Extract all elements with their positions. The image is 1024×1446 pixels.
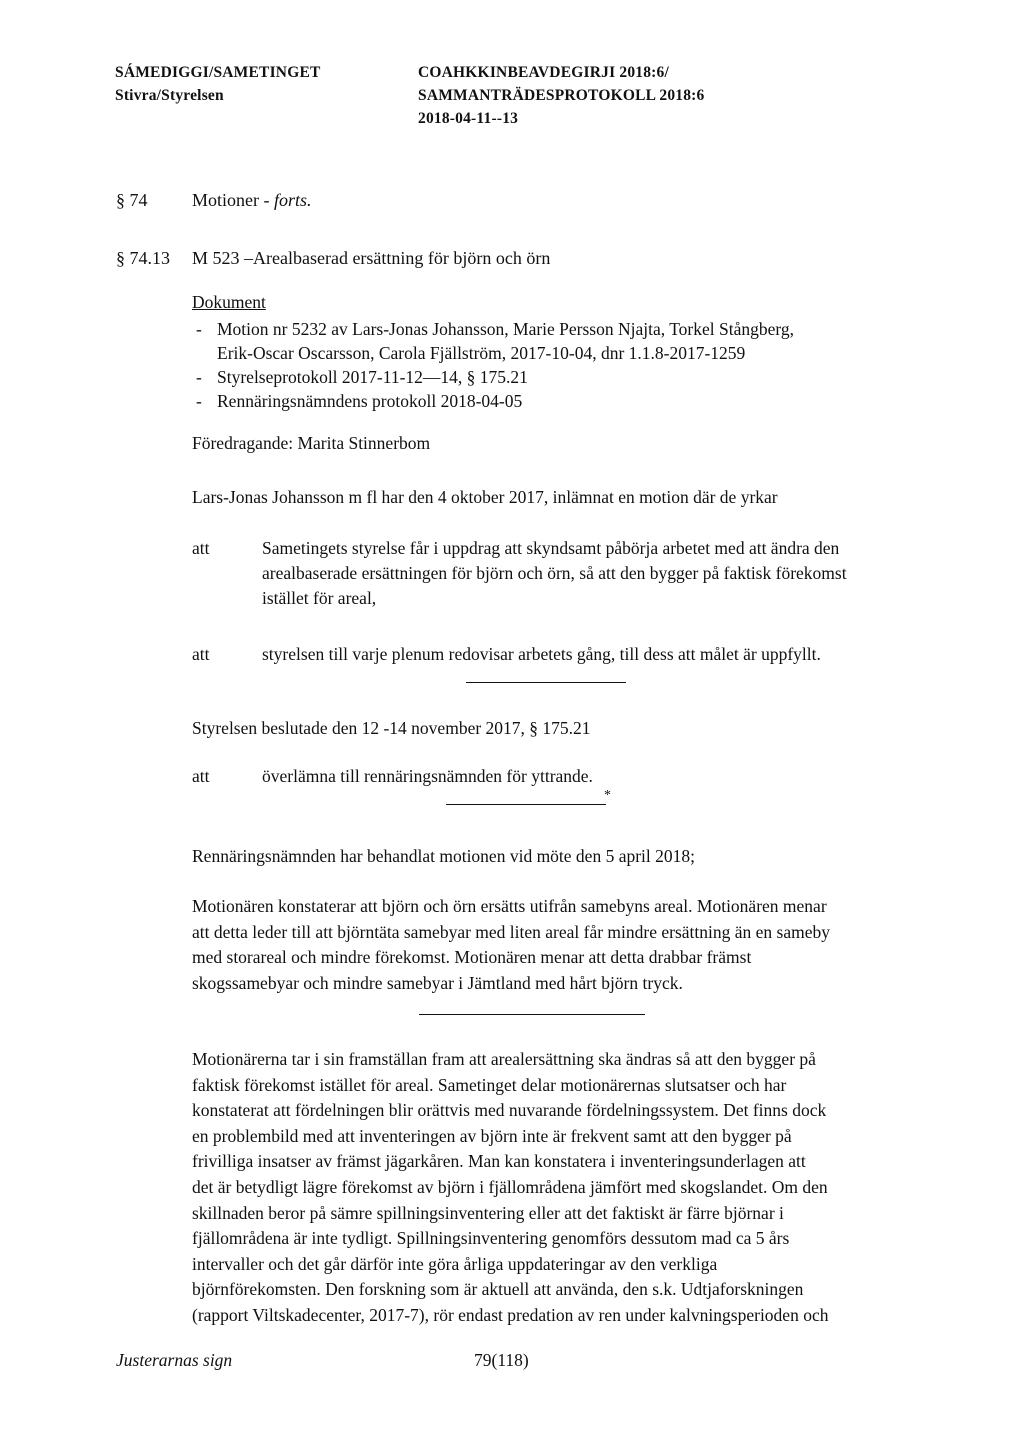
paragraph-line: Motionärerna tar i sin framställan fram att arealersättning ska ändras så att den bygger på [192, 1049, 816, 1069]
document-item-dash: - [196, 391, 202, 411]
separator-line [419, 1014, 645, 1015]
paragraph-line: (rapport Viltskadecenter, 2017-7), rör endast predation av ren under kalvningsperioden och [192, 1304, 829, 1325]
asterisk-mark: * [604, 788, 611, 803]
paragraph-assessment [192, 1047, 962, 1329]
document-item-line: Styrelseprotokoll 2017-11-12—14, § 175.21 [217, 367, 528, 387]
header-organization: SÁMEDIGGI/SAMETINGET [115, 64, 321, 81]
section-heading [192, 190, 312, 211]
paragraph-line: skogssamebyar och mindre samebyar i Jämtland med hårt björn tryck. [192, 972, 683, 993]
header-document-title: COAHKKINBEAVDEGIRJI 2018:6/ [418, 64, 669, 81]
separator-line [466, 682, 626, 683]
paragraph-line: frivilliga insatser av främst jägarkåren. Man kan konstatera i inventeringsunderlagen att [192, 1151, 806, 1172]
signature-label: Justerarnas sign [116, 1350, 233, 1370]
presenter-line: Föredragande: Marita Stinnerbom [192, 433, 431, 453]
section-title: Motioner - [192, 190, 270, 210]
paragraph-line: björnförekomsten. Den forskning som är aktuell att använda, den s.k. Udtjaforskningen [192, 1279, 804, 1300]
separator-line [446, 804, 606, 805]
header-protocol-title: SAMMANTRÄDESPROTOKOLL 2018:6 [418, 87, 705, 104]
document-item-line: Rennäringsnämndens protokoll 2018-04-05 [217, 391, 523, 411]
section-number: § 74 [116, 190, 148, 210]
motion-intro: Lars-Jonas Johansson m fl har den 4 oktober 2017, inlämnat en motion där de yrkar [192, 487, 778, 507]
paragraph-committee [192, 844, 962, 870]
board-decision: Styrelsen beslutade den 12 -14 november 2017, § 175.21 [192, 718, 591, 738]
decision-action: överlämna till rennäringsnämnden för yttrande. [262, 766, 593, 786]
section-title-continued: forts. [273, 190, 312, 210]
decision-keyword: att [192, 766, 210, 786]
paragraph-line: det är betydligt lägre förekomst av björn i fjällområdena jämfört med skogslandet. Om den [192, 1176, 828, 1197]
document-item-line: Erik-Oscar Oscarsson, Carola Fjällström, 2017-10-04, dnr 1.1.8-2017-1259 [217, 343, 746, 363]
document-item-dash: - [196, 319, 202, 339]
paragraph-line: konstaterat att fördelningen blir orättvis med nuvarande fördelningssystem. Det finns dock [192, 1100, 827, 1121]
paragraph-motion-summary [192, 894, 962, 996]
demand-line: styrelsen till varje plenum redovisar arbetets gång, till dess att målet är uppfyllt. [262, 644, 821, 664]
demand-line: Sametingets styrelse får i uppdrag att skyndsamt påbörja arbetet med att ändra den [262, 538, 840, 558]
demand-keyword: att [192, 538, 210, 558]
demand-line: arealbaserade ersättningen för björn och örn, så att den bygger på faktisk förekomst [262, 563, 847, 583]
documents-heading: Dokument [192, 292, 266, 312]
header-date: 2018-04-11--13 [418, 110, 519, 127]
paragraph-line: med storareal och mindre förekomst. Motionären menar att detta drabbar främst [192, 947, 752, 968]
demand-line: istället för areal, [262, 588, 377, 608]
document-item-line: Motion nr 5232 av Lars-Jonas Johansson, Marie Persson Njajta, Torkel Stångberg, [217, 319, 795, 339]
document-item-dash: - [196, 367, 202, 387]
paragraph-line: Motionären konstaterar att björn och örn ersätts utifrån samebyns areal. Motionären menar [192, 896, 827, 916]
paragraph-line: skillnaden beror på sämre spillningsinventering eller att det faktiskt är färre björnar i [192, 1202, 784, 1223]
paragraph-line: att detta leder till att björntäta samebyar med liten areal får mindre ersättning än en sameby [192, 921, 831, 942]
subsection-number: § 74.13 [116, 248, 170, 268]
paragraph-line: faktisk förekomst istället för areal. Sametinget delar motionärernas slutsatser och har [192, 1074, 787, 1095]
subsection-title: M 523 –Arealbaserad ersättning för björn och örn [192, 248, 551, 268]
demand-keyword: att [192, 644, 210, 664]
paragraph-line: intervaller och det går därför inte göra årliga uppdateringar av den verkliga [192, 1253, 718, 1274]
paragraph-line: Rennäringsnämnden har behandlat motionen vid möte den 5 april 2018; [192, 846, 696, 866]
paragraph-line: fjällområdena är inte tydligt. Spillningsinventering genomförs dessutom mad ca 5 års [192, 1228, 790, 1249]
header-board: Stivra/Styrelsen [115, 87, 224, 104]
paragraph-line: en problembild med att inventeringen av björn inte är frekvent samt att den bygger på [192, 1125, 792, 1146]
page-number: 79(118) [474, 1350, 529, 1370]
